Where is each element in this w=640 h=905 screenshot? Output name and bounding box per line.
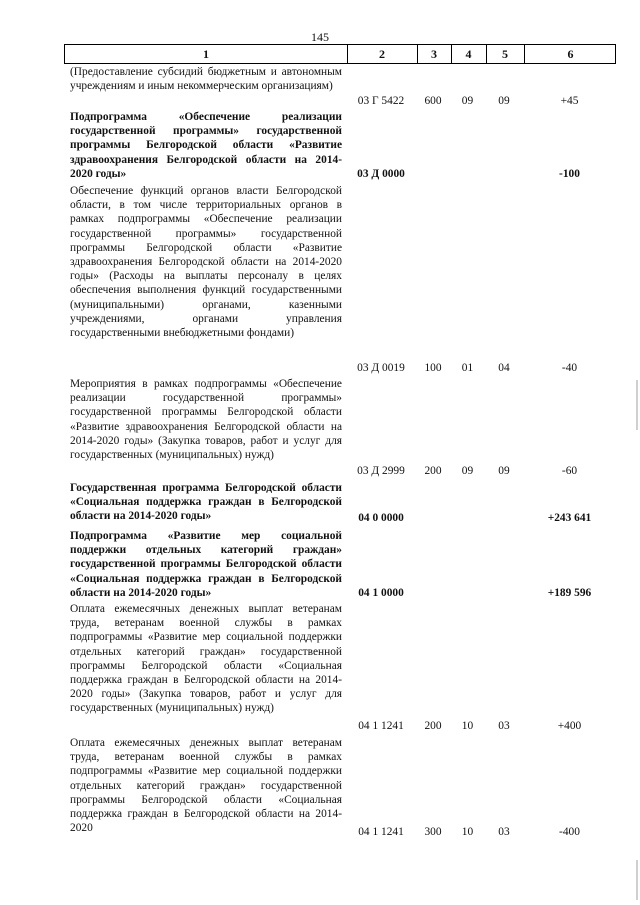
scan-edge-mark (636, 380, 638, 430)
row-amount: -100 (559, 168, 580, 180)
header-col-4: 4 (451, 45, 487, 63)
row-subsection: 09 (498, 95, 510, 107)
row-target-code: 03 Д 2999 (357, 465, 405, 477)
row-amount: +45 (560, 95, 579, 107)
page-number: 145 (311, 30, 329, 44)
row-description: Мероприятия в рамках подпрограммы «Обеспечение реализации государственной программы» государственной программы Белгородской области «Развитие здравоохранения Белгородской области на 2014-2020 годы» (Закупка товаров, работ и услуг для государственных (муниципальных) нужд) (70, 378, 342, 462)
row-target-code: 03 Д 0000 (357, 168, 405, 180)
row-section: 09 (461, 465, 474, 477)
row-amount: -40 (561, 362, 578, 374)
row-target-code: 04 0 0000 (358, 512, 404, 524)
row-subsection: 09 (498, 465, 510, 477)
row-description: Подпрограмма «Развитие мер социальной поддержки отдельных категорий граждан» государственной программы Белгородской области «Социальная поддержка граждан в Белгородской области на 2014-2020 годы» (70, 530, 342, 599)
row-target-code: 03 Д 0019 (357, 362, 405, 374)
row-description: Оплата ежемесячных денежных выплат ветеранам труда, ветеранам военной службы в рамках подпрограммы «Развитие мер социальной поддержки отдельных категорий граждан» государственной программы Белгородской области «Социальная поддержка граждан в Белгородской области на 2014-2020 (70, 737, 342, 835)
row-description: Обеспечение функций органов власти Белгородской области, в том числе территориальных органов в рамках подпрограммы «Обеспечение реализации государственной программы» государственной программы Белгородской области «Развитие здравоохранения Белгородской области на 2014-2020 годы» (Расходы на выплаты персоналу в целях обеспечения выполнения функций государственными (муниципальными) органами, казенными учреждениями, органами управления государственными внебюджетными фондами) (70, 185, 342, 340)
table-row (64, 529, 616, 600)
row-target-code: 04 1 1241 (358, 720, 404, 732)
row-section: 01 (461, 362, 474, 374)
row-expense-type: 600 (424, 95, 442, 107)
row-amount: +243 641 (547, 512, 592, 524)
row-expense-type: 200 (424, 465, 442, 477)
row-expense-type: 100 (424, 362, 442, 374)
table-row (64, 65, 616, 108)
row-description: (Предоставление субсидий бюджетным и автономным учреждениям и иным некоммерческим организациям) (70, 66, 342, 93)
row-section: 09 (461, 95, 474, 107)
row-amount: +189 596 (547, 587, 592, 599)
row-description: Подпрограмма «Обеспечение реализации государственной программы» государственной программы Белгородской области «Развитие здравоохранения Белгородской области на 2014-2020 годы» (70, 111, 342, 180)
header-col-2: 2 (347, 45, 418, 63)
row-section: 10 (461, 720, 474, 732)
header-col-5: 5 (486, 45, 525, 63)
row-amount: -400 (559, 826, 580, 838)
row-expense-type: 200 (424, 720, 442, 732)
row-target-code: 04 1 1241 (358, 826, 404, 838)
row-amount: +400 (557, 720, 582, 732)
header-col-6: 6 (567, 47, 574, 61)
header-col-1: 1 (65, 45, 348, 63)
row-target-code: 04 1 0000 (358, 587, 404, 599)
header-col-3: 3 (417, 45, 452, 63)
row-expense-type: 300 (424, 826, 442, 838)
row-description: Государственная программа Белгородской области «Социальная поддержка граждан в Белгородской области на 2014-2020 годы» (70, 482, 342, 523)
table-row (64, 481, 616, 525)
table-row (64, 110, 616, 181)
row-subsection: 04 (498, 362, 510, 374)
row-section: 10 (461, 826, 474, 838)
row-amount: -60 (561, 465, 578, 477)
row-subsection: 03 (498, 826, 510, 838)
scan-edge-mark (636, 860, 638, 900)
row-description: Оплата ежемесячных денежных выплат ветеранам труда, ветеранам военной службы в рамках подпрограммы «Развитие мер социальной поддержки отдельных категорий граждан» государственной программы Белгородской области «Социальная поддержка граждан в Белгородской области на 2014-2020 годы» (Закупка товаров, работ и услуг для государственных (муниципальных) нужд) (70, 603, 342, 715)
table-row (64, 377, 616, 478)
row-subsection: 03 (498, 720, 510, 732)
table-header (64, 44, 616, 64)
table-row (64, 184, 616, 375)
row-target-code: 03 Г 5422 (357, 95, 405, 107)
table-row (64, 736, 616, 839)
table-row (64, 602, 616, 733)
